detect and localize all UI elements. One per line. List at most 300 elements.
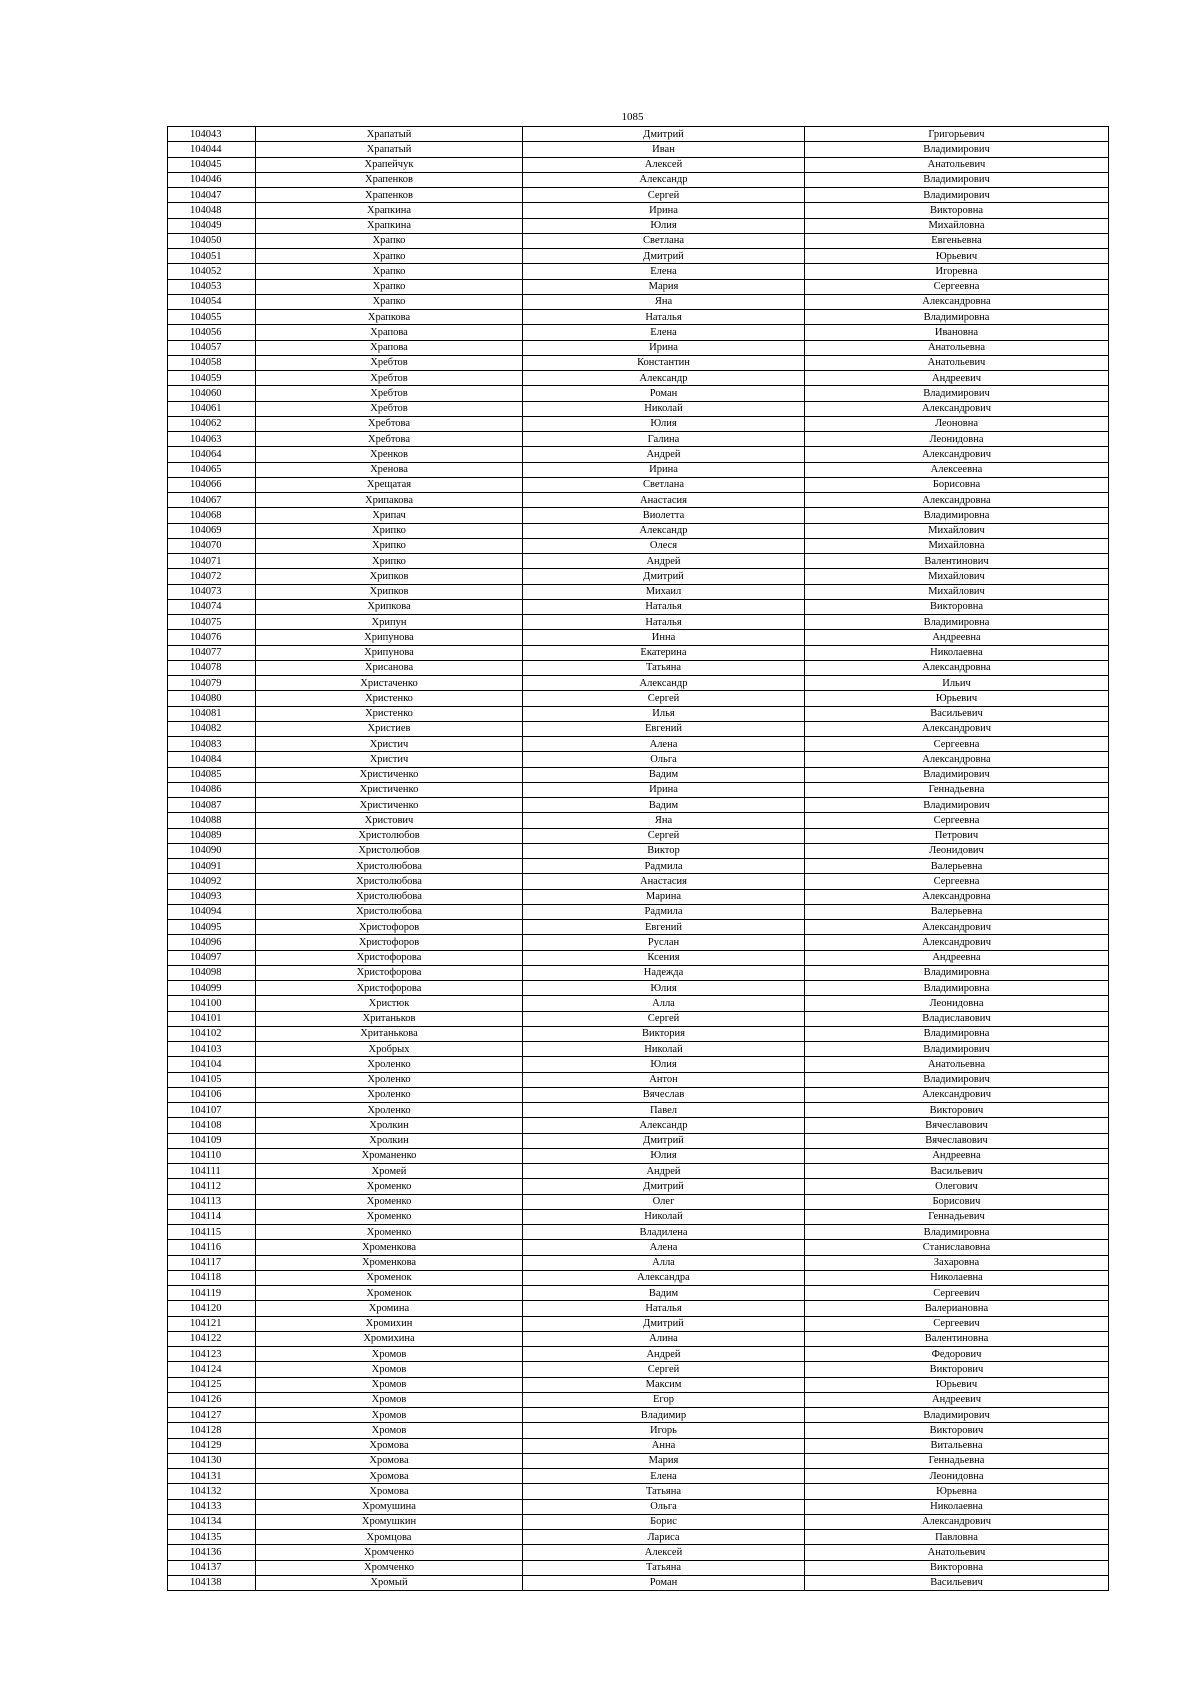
patronymic-cell: Юрьевич bbox=[805, 1377, 1109, 1392]
table-row bbox=[168, 1377, 1109, 1392]
table-row bbox=[168, 371, 1109, 386]
patronymic-cell: Сергеевич bbox=[805, 1286, 1109, 1301]
patronymic-cell: Васильевич bbox=[805, 1575, 1109, 1590]
record-number-cell: 104094 bbox=[168, 904, 256, 919]
patronymic-cell: Викторовна bbox=[805, 203, 1109, 218]
table-row bbox=[168, 935, 1109, 950]
record-number-cell: 104136 bbox=[168, 1545, 256, 1560]
table-row bbox=[168, 249, 1109, 264]
record-number-cell: 104118 bbox=[168, 1270, 256, 1285]
surname-cell: Христаченко bbox=[256, 676, 523, 691]
patronymic-cell: Сергеевна bbox=[805, 813, 1109, 828]
first-name-cell: Анастасия bbox=[523, 874, 805, 889]
record-number-cell: 104122 bbox=[168, 1331, 256, 1346]
surname-cell: Храпова bbox=[256, 340, 523, 355]
table-row bbox=[168, 1240, 1109, 1255]
table-row bbox=[168, 1316, 1109, 1331]
record-number-cell: 104065 bbox=[168, 462, 256, 477]
table-row bbox=[168, 294, 1109, 309]
surname-cell: Христофорова bbox=[256, 965, 523, 980]
surname-cell: Хроменок bbox=[256, 1286, 523, 1301]
first-name-cell: Игорь bbox=[523, 1423, 805, 1438]
surname-cell: Хроменкова bbox=[256, 1240, 523, 1255]
patronymic-cell: Михайлович bbox=[805, 584, 1109, 599]
patronymic-cell: Леонидовна bbox=[805, 432, 1109, 447]
record-number-cell: 104133 bbox=[168, 1499, 256, 1514]
table-row bbox=[168, 233, 1109, 248]
table-row bbox=[168, 1133, 1109, 1148]
patronymic-cell: Владимирович bbox=[805, 172, 1109, 187]
surname-cell: Хромова bbox=[256, 1453, 523, 1468]
patronymic-cell: Михайлович bbox=[805, 523, 1109, 538]
record-number-cell: 104082 bbox=[168, 721, 256, 736]
first-name-cell: Наталья bbox=[523, 599, 805, 614]
surname-cell: Хролкин bbox=[256, 1133, 523, 1148]
record-number-cell: 104105 bbox=[168, 1072, 256, 1087]
record-number-cell: 104115 bbox=[168, 1225, 256, 1240]
table-row bbox=[168, 1194, 1109, 1209]
table-row bbox=[168, 1469, 1109, 1484]
surname-cell: Храпкина bbox=[256, 218, 523, 233]
patronymic-cell: Владимировна bbox=[805, 981, 1109, 996]
record-number-cell: 104127 bbox=[168, 1408, 256, 1423]
surname-cell: Христич bbox=[256, 737, 523, 752]
patronymic-cell: Павловна bbox=[805, 1530, 1109, 1545]
patronymic-cell: Юрьевич bbox=[805, 249, 1109, 264]
patronymic-cell: Ивановна bbox=[805, 325, 1109, 340]
table-row bbox=[168, 340, 1109, 355]
table-row bbox=[168, 172, 1109, 187]
first-name-cell: Ольга bbox=[523, 752, 805, 767]
patronymic-cell: Александровна bbox=[805, 493, 1109, 508]
first-name-cell: Юлия bbox=[523, 416, 805, 431]
table-row bbox=[168, 1209, 1109, 1224]
table-row bbox=[168, 493, 1109, 508]
patronymic-cell: Викторович bbox=[805, 1423, 1109, 1438]
first-name-cell: Мария bbox=[523, 279, 805, 294]
surname-cell: Хроменкова bbox=[256, 1255, 523, 1270]
record-number-cell: 104049 bbox=[168, 218, 256, 233]
surname-cell: Хромцова bbox=[256, 1530, 523, 1545]
table-row bbox=[168, 1575, 1109, 1590]
table-row bbox=[168, 1026, 1109, 1041]
record-number-cell: 104057 bbox=[168, 340, 256, 355]
surname-cell: Хромихина bbox=[256, 1331, 523, 1346]
patronymic-cell: Васильевич bbox=[805, 706, 1109, 721]
patronymic-cell: Сергеевна bbox=[805, 279, 1109, 294]
patronymic-cell: Александровна bbox=[805, 752, 1109, 767]
patronymic-cell: Геннадьевна bbox=[805, 782, 1109, 797]
record-number-cell: 104079 bbox=[168, 676, 256, 691]
record-number-cell: 104084 bbox=[168, 752, 256, 767]
record-number-cell: 104047 bbox=[168, 188, 256, 203]
patronymic-cell: Валериановна bbox=[805, 1301, 1109, 1316]
table-row bbox=[168, 859, 1109, 874]
surname-cell: Хромченко bbox=[256, 1545, 523, 1560]
patronymic-cell: Витальевна bbox=[805, 1438, 1109, 1453]
record-number-cell: 104085 bbox=[168, 767, 256, 782]
surname-cell: Хрипков bbox=[256, 569, 523, 584]
surname-cell: Хританькова bbox=[256, 1026, 523, 1041]
first-name-cell: Сергей bbox=[523, 1011, 805, 1026]
surname-cell: Хроменко bbox=[256, 1194, 523, 1209]
first-name-cell: Евгений bbox=[523, 721, 805, 736]
record-number-cell: 104074 bbox=[168, 599, 256, 614]
surname-cell: Христофоров bbox=[256, 935, 523, 950]
table-row bbox=[168, 1499, 1109, 1514]
patronymic-cell: Сергеевна bbox=[805, 874, 1109, 889]
surname-cell: Хребтова bbox=[256, 416, 523, 431]
surname-cell: Хроленко bbox=[256, 1072, 523, 1087]
surname-cell: Храпко bbox=[256, 233, 523, 248]
record-number-cell: 104103 bbox=[168, 1042, 256, 1057]
record-number-cell: 104063 bbox=[168, 432, 256, 447]
surname-cell: Хроменко bbox=[256, 1209, 523, 1224]
record-number-cell: 104080 bbox=[168, 691, 256, 706]
table-row bbox=[168, 157, 1109, 172]
surname-cell: Хрещатая bbox=[256, 477, 523, 492]
first-name-cell: Владилена bbox=[523, 1225, 805, 1240]
surname-cell: Христофорова bbox=[256, 950, 523, 965]
first-name-cell: Дмитрий bbox=[523, 1133, 805, 1148]
surname-cell: Хролкин bbox=[256, 1118, 523, 1133]
surname-cell: Хромов bbox=[256, 1377, 523, 1392]
surname-cell: Храпова bbox=[256, 325, 523, 340]
table-row bbox=[168, 584, 1109, 599]
table-row bbox=[168, 874, 1109, 889]
record-number-cell: 104110 bbox=[168, 1148, 256, 1163]
record-number-cell: 104092 bbox=[168, 874, 256, 889]
surname-cell: Хританьков bbox=[256, 1011, 523, 1026]
table-row bbox=[168, 310, 1109, 325]
surname-cell: Хрисанова bbox=[256, 660, 523, 675]
first-name-cell: Вадим bbox=[523, 798, 805, 813]
table-row bbox=[168, 1072, 1109, 1087]
surname-cell: Христолюбова bbox=[256, 904, 523, 919]
surname-cell: Хромина bbox=[256, 1301, 523, 1316]
first-name-cell: Антон bbox=[523, 1072, 805, 1087]
first-name-cell: Наталья bbox=[523, 615, 805, 630]
patronymic-cell: Валерьевна bbox=[805, 859, 1109, 874]
record-number-cell: 104128 bbox=[168, 1423, 256, 1438]
first-name-cell: Андрей bbox=[523, 1164, 805, 1179]
table-row bbox=[168, 386, 1109, 401]
record-number-cell: 104048 bbox=[168, 203, 256, 218]
records-body bbox=[168, 127, 1109, 1591]
patronymic-cell: Петрович bbox=[805, 828, 1109, 843]
surname-cell: Храпатый bbox=[256, 142, 523, 157]
table-row bbox=[168, 767, 1109, 782]
first-name-cell: Евгений bbox=[523, 920, 805, 935]
patronymic-cell: Анатольевич bbox=[805, 157, 1109, 172]
surname-cell: Хренков bbox=[256, 447, 523, 462]
patronymic-cell: Вячеславович bbox=[805, 1133, 1109, 1148]
surname-cell: Хроменко bbox=[256, 1179, 523, 1194]
patronymic-cell: Александровна bbox=[805, 294, 1109, 309]
table-row bbox=[168, 660, 1109, 675]
first-name-cell: Алексей bbox=[523, 157, 805, 172]
record-number-cell: 104131 bbox=[168, 1469, 256, 1484]
patronymic-cell: Григорьевич bbox=[805, 127, 1109, 142]
patronymic-cell: Геннадьевич bbox=[805, 1209, 1109, 1224]
record-number-cell: 104104 bbox=[168, 1057, 256, 1072]
record-number-cell: 104054 bbox=[168, 294, 256, 309]
table-row bbox=[168, 1560, 1109, 1575]
surname-cell: Хребтов bbox=[256, 355, 523, 370]
first-name-cell: Ирина bbox=[523, 462, 805, 477]
table-row bbox=[168, 1087, 1109, 1102]
first-name-cell: Дмитрий bbox=[523, 1316, 805, 1331]
surname-cell: Храпко bbox=[256, 249, 523, 264]
first-name-cell: Марина bbox=[523, 889, 805, 904]
record-number-cell: 104053 bbox=[168, 279, 256, 294]
record-number-cell: 104066 bbox=[168, 477, 256, 492]
patronymic-cell: Владимирович bbox=[805, 386, 1109, 401]
patronymic-cell: Владимировна bbox=[805, 1026, 1109, 1041]
table-row bbox=[168, 615, 1109, 630]
patronymic-cell: Анатольевич bbox=[805, 355, 1109, 370]
patronymic-cell: Владимирович bbox=[805, 767, 1109, 782]
surname-cell: Храпейчук bbox=[256, 157, 523, 172]
record-number-cell: 104120 bbox=[168, 1301, 256, 1316]
patronymic-cell: Владиславович bbox=[805, 1011, 1109, 1026]
first-name-cell: Елена bbox=[523, 264, 805, 279]
patronymic-cell: Валентиновна bbox=[805, 1331, 1109, 1346]
first-name-cell: Татьяна bbox=[523, 1560, 805, 1575]
table-row bbox=[168, 569, 1109, 584]
first-name-cell: Андрей bbox=[523, 1347, 805, 1362]
first-name-cell: Андрей bbox=[523, 554, 805, 569]
table-row bbox=[168, 432, 1109, 447]
surname-cell: Хроменок bbox=[256, 1270, 523, 1285]
table-row bbox=[168, 1011, 1109, 1026]
table-row bbox=[168, 355, 1109, 370]
first-name-cell: Александр bbox=[523, 172, 805, 187]
record-number-cell: 104096 bbox=[168, 935, 256, 950]
record-number-cell: 104072 bbox=[168, 569, 256, 584]
first-name-cell: Яна bbox=[523, 813, 805, 828]
record-number-cell: 104125 bbox=[168, 1377, 256, 1392]
first-name-cell: Иван bbox=[523, 142, 805, 157]
first-name-cell: Александр bbox=[523, 371, 805, 386]
surname-cell: Христиченко bbox=[256, 782, 523, 797]
surname-cell: Христиченко bbox=[256, 767, 523, 782]
table-row bbox=[168, 279, 1109, 294]
surname-cell: Хроменко bbox=[256, 1225, 523, 1240]
record-number-cell: 104089 bbox=[168, 828, 256, 843]
table-row bbox=[168, 462, 1109, 477]
table-row bbox=[168, 1148, 1109, 1163]
surname-cell: Христенко bbox=[256, 706, 523, 721]
surname-cell: Хрипун bbox=[256, 615, 523, 630]
first-name-cell: Светлана bbox=[523, 233, 805, 248]
record-number-cell: 104086 bbox=[168, 782, 256, 797]
table-row bbox=[168, 1301, 1109, 1316]
record-number-cell: 104083 bbox=[168, 737, 256, 752]
first-name-cell: Сергей bbox=[523, 691, 805, 706]
surname-cell: Христиев bbox=[256, 721, 523, 736]
surname-cell: Хроманенко bbox=[256, 1148, 523, 1163]
table-row bbox=[168, 889, 1109, 904]
record-number-cell: 104130 bbox=[168, 1453, 256, 1468]
record-number-cell: 104051 bbox=[168, 249, 256, 264]
patronymic-cell: Андреевна bbox=[805, 950, 1109, 965]
record-number-cell: 104044 bbox=[168, 142, 256, 157]
table-row bbox=[168, 630, 1109, 645]
patronymic-cell: Игоревна bbox=[805, 264, 1109, 279]
record-number-cell: 104056 bbox=[168, 325, 256, 340]
surname-cell: Христолюбова bbox=[256, 889, 523, 904]
first-name-cell: Вячеслав bbox=[523, 1087, 805, 1102]
first-name-cell: Надежда bbox=[523, 965, 805, 980]
surname-cell: Хрипкова bbox=[256, 599, 523, 614]
table-row bbox=[168, 752, 1109, 767]
surname-cell: Хрипакова bbox=[256, 493, 523, 508]
table-row bbox=[168, 1103, 1109, 1118]
table-row bbox=[168, 1453, 1109, 1468]
patronymic-cell: Владимирович bbox=[805, 798, 1109, 813]
first-name-cell: Руслан bbox=[523, 935, 805, 950]
table-row bbox=[168, 813, 1109, 828]
surname-cell: Хренова bbox=[256, 462, 523, 477]
record-number-cell: 104087 bbox=[168, 798, 256, 813]
first-name-cell: Ксения bbox=[523, 950, 805, 965]
surname-cell: Храпко bbox=[256, 294, 523, 309]
first-name-cell: Олег bbox=[523, 1194, 805, 1209]
first-name-cell: Александр bbox=[523, 523, 805, 538]
table-row bbox=[168, 1164, 1109, 1179]
record-number-cell: 104138 bbox=[168, 1575, 256, 1590]
patronymic-cell: Викторовна bbox=[805, 599, 1109, 614]
surname-cell: Христофоров bbox=[256, 920, 523, 935]
first-name-cell: Наталья bbox=[523, 310, 805, 325]
record-number-cell: 104050 bbox=[168, 233, 256, 248]
first-name-cell: Елена bbox=[523, 325, 805, 340]
table-row bbox=[168, 981, 1109, 996]
first-name-cell: Михаил bbox=[523, 584, 805, 599]
patronymic-cell: Александрович bbox=[805, 721, 1109, 736]
first-name-cell: Мария bbox=[523, 1453, 805, 1468]
patronymic-cell: Владимировна bbox=[805, 615, 1109, 630]
patronymic-cell: Андреевич bbox=[805, 1392, 1109, 1407]
table-row bbox=[168, 965, 1109, 980]
first-name-cell: Олеся bbox=[523, 538, 805, 553]
surname-cell: Христич bbox=[256, 752, 523, 767]
patronymic-cell: Анатольевич bbox=[805, 1545, 1109, 1560]
first-name-cell: Алена bbox=[523, 1240, 805, 1255]
table-row bbox=[168, 691, 1109, 706]
table-row bbox=[168, 538, 1109, 553]
patronymic-cell: Вячеславович bbox=[805, 1118, 1109, 1133]
first-name-cell: Сергей bbox=[523, 188, 805, 203]
surname-cell: Хроленко bbox=[256, 1087, 523, 1102]
patronymic-cell: Николаевна bbox=[805, 1499, 1109, 1514]
table-row bbox=[168, 401, 1109, 416]
patronymic-cell: Владимирович bbox=[805, 188, 1109, 203]
record-number-cell: 104046 bbox=[168, 172, 256, 187]
surname-cell: Хромей bbox=[256, 1164, 523, 1179]
first-name-cell: Алена bbox=[523, 737, 805, 752]
table-row bbox=[168, 554, 1109, 569]
table-row bbox=[168, 1042, 1109, 1057]
first-name-cell: Дмитрий bbox=[523, 249, 805, 264]
table-row bbox=[168, 676, 1109, 691]
first-name-cell: Алексей bbox=[523, 1545, 805, 1560]
record-number-cell: 104073 bbox=[168, 584, 256, 599]
surname-cell: Хребтов bbox=[256, 401, 523, 416]
patronymic-cell: Ильич bbox=[805, 676, 1109, 691]
patronymic-cell: Владимирович bbox=[805, 1072, 1109, 1087]
surname-cell: Хробрых bbox=[256, 1042, 523, 1057]
patronymic-cell: Андреевич bbox=[805, 371, 1109, 386]
patronymic-cell: Владимирович bbox=[805, 1042, 1109, 1057]
record-number-cell: 104078 bbox=[168, 660, 256, 675]
record-number-cell: 104113 bbox=[168, 1194, 256, 1209]
first-name-cell: Александр bbox=[523, 1118, 805, 1133]
first-name-cell: Радмила bbox=[523, 859, 805, 874]
table-row bbox=[168, 447, 1109, 462]
first-name-cell: Виктория bbox=[523, 1026, 805, 1041]
surname-cell: Хребтова bbox=[256, 432, 523, 447]
patronymic-cell: Владимировна bbox=[805, 508, 1109, 523]
record-number-cell: 104108 bbox=[168, 1118, 256, 1133]
table-row bbox=[168, 1179, 1109, 1194]
surname-cell: Хребтов bbox=[256, 386, 523, 401]
patronymic-cell: Васильевич bbox=[805, 1164, 1109, 1179]
first-name-cell: Сергей bbox=[523, 1362, 805, 1377]
first-name-cell: Владимир bbox=[523, 1408, 805, 1423]
record-number-cell: 104116 bbox=[168, 1240, 256, 1255]
table-row bbox=[168, 706, 1109, 721]
patronymic-cell: Андреевна bbox=[805, 630, 1109, 645]
record-number-cell: 104093 bbox=[168, 889, 256, 904]
patronymic-cell: Сергеевна bbox=[805, 737, 1109, 752]
patronymic-cell: Александрович bbox=[805, 920, 1109, 935]
surname-cell: Христенко bbox=[256, 691, 523, 706]
first-name-cell: Максим bbox=[523, 1377, 805, 1392]
table-row bbox=[168, 218, 1109, 233]
surname-cell: Хромый bbox=[256, 1575, 523, 1590]
first-name-cell: Дмитрий bbox=[523, 127, 805, 142]
first-name-cell: Константин bbox=[523, 355, 805, 370]
first-name-cell: Вадим bbox=[523, 767, 805, 782]
record-number-cell: 104052 bbox=[168, 264, 256, 279]
first-name-cell: Егор bbox=[523, 1392, 805, 1407]
table-row bbox=[168, 1362, 1109, 1377]
patronymic-cell: Александрович bbox=[805, 447, 1109, 462]
patronymic-cell: Викторович bbox=[805, 1103, 1109, 1118]
record-number-cell: 104126 bbox=[168, 1392, 256, 1407]
record-number-cell: 104111 bbox=[168, 1164, 256, 1179]
page-number: 1085 bbox=[621, 111, 644, 123]
table-row bbox=[168, 996, 1109, 1011]
first-name-cell: Татьяна bbox=[523, 660, 805, 675]
first-name-cell: Илья bbox=[523, 706, 805, 721]
surname-cell: Христолюбов bbox=[256, 828, 523, 843]
table-row bbox=[168, 1438, 1109, 1453]
table-row bbox=[168, 1286, 1109, 1301]
first-name-cell: Алла bbox=[523, 996, 805, 1011]
first-name-cell: Екатерина bbox=[523, 645, 805, 660]
patronymic-cell: Станиславовна bbox=[805, 1240, 1109, 1255]
surname-cell: Хромушкин bbox=[256, 1514, 523, 1529]
surname-cell: Хроленко bbox=[256, 1057, 523, 1072]
table-row bbox=[168, 1392, 1109, 1407]
surname-cell: Хребтов bbox=[256, 371, 523, 386]
record-number-cell: 104060 bbox=[168, 386, 256, 401]
record-number-cell: 104135 bbox=[168, 1530, 256, 1545]
record-number-cell: 104045 bbox=[168, 157, 256, 172]
